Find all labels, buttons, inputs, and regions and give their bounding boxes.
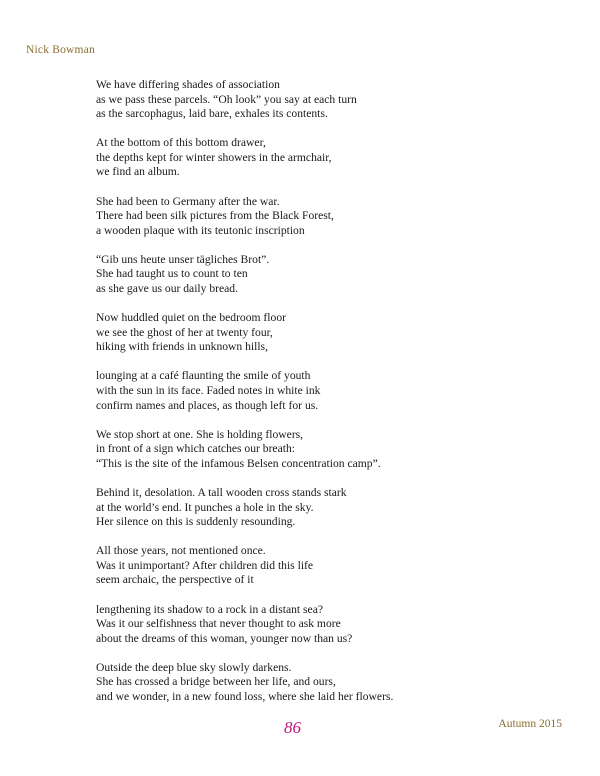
- stanza-3: [96, 195, 566, 239]
- page-number: 86: [284, 718, 301, 737]
- poem-line: We have differing shades of association: [96, 78, 280, 91]
- poem-line: we find an album.: [96, 165, 180, 179]
- poem-line: Now huddled quiet on the bedroom floor: [96, 311, 286, 325]
- poem-line: with the sun in its face. Faded notes in white ink: [96, 384, 321, 397]
- poem-body: [96, 78, 566, 719]
- stanza-10: [96, 603, 566, 647]
- poem-line: as she gave us our daily bread.: [96, 282, 238, 296]
- author-name: Nick Bowman: [26, 44, 95, 56]
- poem-line: the depths kept for winter showers in the armchair,: [96, 150, 332, 164]
- poem-line: and we wonder, in a new found loss, where she laid her flowers.: [96, 690, 394, 703]
- poem-line: She has crossed a bridge between her life, and ours,: [96, 675, 336, 689]
- poem-line: “This is the site of the infamous Belsen concentration camp”.: [96, 456, 381, 470]
- stanza-8: [96, 486, 566, 530]
- stanza-5: [96, 311, 566, 355]
- poem-line: Was it our selfishness that never thought to ask more: [96, 617, 341, 631]
- poem-line: At the bottom of this bottom drawer,: [96, 136, 266, 150]
- stanza-11: [96, 661, 566, 705]
- poem-line: at the world’s end. It punches a hole in the sky.: [96, 500, 314, 514]
- poem-line: confirm names and places, as though left for us.: [96, 398, 319, 412]
- poem-line: in front of a sign which catches our breath:: [96, 442, 295, 456]
- stanza-2: [96, 136, 566, 180]
- poem-line: Was it unimportant? After children did this life: [96, 558, 314, 572]
- stanza-1: [96, 78, 566, 122]
- poem-line: as we pass these parcels. “Oh look” you say at each turn: [96, 92, 357, 106]
- poem-line: about the dreams of this woman, younger now than us?: [96, 631, 353, 645]
- poem-line: as the sarcophagus, laid bare, exhales its contents.: [96, 107, 328, 121]
- poem-line: “Gib uns heute unser tägliches Brot”.: [96, 252, 270, 266]
- poem-line: There had been silk pictures from the Black Forest,: [96, 209, 334, 223]
- poem-line: She had taught us to count to ten: [96, 267, 248, 281]
- stanza-4: [96, 253, 566, 297]
- poem-line: lounging at a café flaunting the smile of youth: [96, 369, 311, 383]
- poem-line: a wooden plaque with its teutonic inscription: [96, 223, 305, 237]
- poem-line: Her silence on this is suddenly resounding.: [96, 515, 296, 529]
- poem-line: we see the ghost of her at twenty four,: [96, 325, 273, 339]
- issue-season: Autumn 2015: [498, 718, 562, 730]
- poem-line: All those years, not mentioned once.: [96, 544, 266, 558]
- poem-line: Outside the deep blue sky slowly darkens.: [96, 660, 292, 674]
- stanza-7: [96, 428, 566, 472]
- poem-line: Behind it, desolation. A tall wooden cross stands stark: [96, 485, 347, 499]
- poem-line: hiking with friends in unknown hills,: [96, 340, 268, 354]
- poem-line: lengthening its shadow to a rock in a distant sea?: [96, 602, 323, 616]
- poem-line: She had been to Germany after the war.: [96, 194, 280, 208]
- stanza-9: [96, 544, 566, 588]
- poem-line: seem archaic, the perspective of it: [96, 573, 254, 587]
- stanza-6: [96, 369, 566, 413]
- poem-line: We stop short at one. She is holding flowers,: [96, 427, 304, 441]
